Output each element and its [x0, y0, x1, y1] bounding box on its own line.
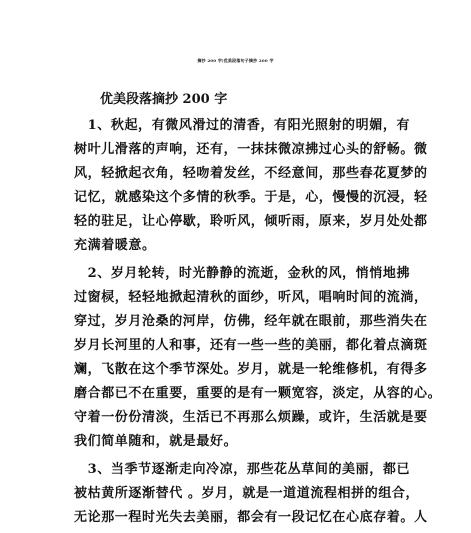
text-line: 树叶儿滑落的声响，还有，一抹抹微凉拂过心头的舒畅。微	[74, 142, 428, 157]
text-line: 过窗棂，轻轻地掀起清秋的面纱，听风，唱响时间的流淌，	[74, 290, 428, 305]
text-line: 穿过，岁月沧桑的河岸，仿佛，经年就在眼前，那些消失在	[74, 314, 428, 329]
text-line: 记忆，就感染这个多情的秋季。于是，心，慢慢的沉浸，轻	[74, 190, 428, 205]
text-line: 我们简单随和，就是最好。	[74, 434, 238, 449]
text-line: 充满着暖意。	[74, 238, 156, 253]
text-line: 无论那一程时光失去美丽，都会有一段记忆在心底存着。人	[74, 510, 428, 525]
text-line: 被枯黄所逐渐替代 。岁月，就是一道道流程相拼的组合，	[74, 486, 420, 501]
text-line: 轻的驻足，让心停歇，聆听风，倾听雨，原来，岁月处处都	[74, 214, 428, 229]
text-line: 3、当季节逐渐走向冷凉，那些花丛草间的美丽，都已	[74, 462, 411, 477]
text-line: 岁月长河里的人和事，还有一些一些的美丽，都化着点滴斑	[74, 338, 428, 353]
document-subtitle: 优美段落摘抄 200 字	[100, 92, 228, 107]
text-line: 2、岁月轮转，时光静静的流逝，金秋的风，悄悄地拂	[74, 266, 411, 281]
text-line: 磨合都已不在重要，重要的是有一颗宽容，淡定，从容的心。	[74, 386, 442, 401]
text-line: 1、秋起，有微风滑过的清香，有阳光照射的明媚，有	[74, 118, 411, 133]
document-title: 摘抄 200 字|优美段落句子摘抄 200 字	[197, 58, 274, 63]
text-line: 守着一份份清淡，生活已不再那么烦躁，或许，生活就是要	[74, 410, 428, 425]
text-line: 风，轻掀起衣角，轻吻着发丝，不经意间，那些春花夏梦的	[74, 166, 428, 181]
text-line: 斓，飞散在这个季节深处。岁月，就是一轮维修机，有得多	[74, 362, 428, 377]
